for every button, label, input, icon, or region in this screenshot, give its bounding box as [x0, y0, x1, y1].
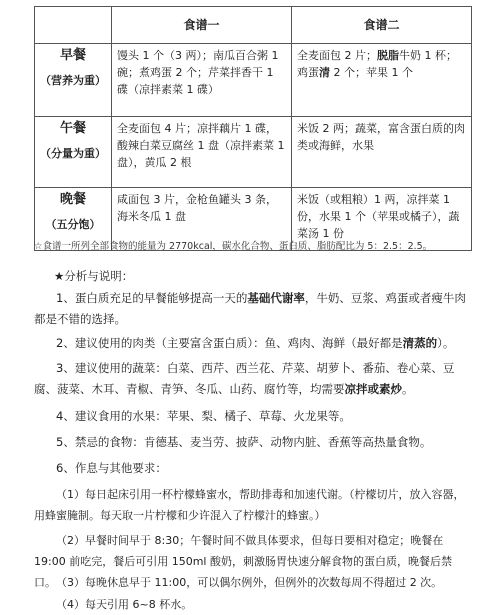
bold-text: 凉拌或素炒 [344, 382, 402, 396]
meal-name: 早餐 [59, 48, 86, 63]
list-item: 5、禁忌的食物：肯德基、麦当劳、披萨、动物内脏、香蕉等高热量食物。 [56, 435, 432, 449]
list-item: 4、建议食用的水果：苹果、梨、橘子、草莓、火龙果等。 [56, 409, 351, 423]
meal-name: 午餐 [59, 121, 86, 136]
header-recipe1: 食谱一 [112, 7, 292, 44]
recipe1-cell: 咸面包 3 片，金枪鱼罐头 3 条，海米冬瓜 1 盘 [112, 188, 292, 251]
analysis-heading: ★分析与说明： [54, 269, 134, 283]
list-item: 6、作息与其他要求： [56, 461, 167, 475]
header-recipe2: 食谱二 [292, 7, 472, 44]
meal-name: 晚餐 [59, 192, 86, 207]
recipe2-cell [292, 44, 472, 117]
bold-text: 脱脂 [377, 49, 399, 62]
sub-list-item: （4）每天引用 6~8 杯水。 [56, 598, 193, 611]
meal-note: （五分饱） [45, 218, 101, 231]
menu-table [34, 6, 472, 251]
text-span: 2 个；苹果 1 个 [330, 66, 413, 79]
meal-note: （分量为重） [40, 147, 106, 160]
text-span: ，牛奶、豆浆、鸡蛋或者瘦牛肉都是不错的选择。 [34, 291, 466, 326]
text-span: ）。 [437, 336, 455, 350]
meal-cell [35, 44, 112, 117]
list-item [34, 333, 472, 354]
sub-list-item: （2）早餐时间早于 8:30；午餐时间不做具体要求，但每日要相对稳定；晚餐在 19:00 前吃完，餐后可引用 150ml 酸奶，刺激肠胃快速分解食物的蛋白质，晚餐后禁口。 [34, 534, 452, 589]
list-item [34, 288, 472, 330]
text-span: 。 [402, 382, 414, 396]
sub-list-item: （1）每日起床引用一杯柠檬蜂蜜水，帮助排毒和加速代谢。（柠檬切片，放入容器，用蜂蜜腌制。每天取一片柠檬和少许混入了柠檬汁的蜂蜜。） [34, 488, 465, 522]
header-empty [35, 7, 112, 44]
recipe2-cell: 米饭 2 两；蔬菜，富含蛋白质的肉类或海鲜，水果 [292, 117, 472, 188]
bold-text: 清蒸的 [402, 336, 438, 350]
text-span: 全麦面包 2 片； [297, 49, 377, 62]
bold-text: 清 [319, 66, 330, 79]
recipe1-cell: 馒头 1 个（3 两）；南瓜百合粥 1 碗；煮鸡蛋 2 个；芹菜拌香干 1 碟（凉拌素菜 1 碟） [112, 44, 292, 117]
text-span: 2、建议使用的肉类（主要富含蛋白质）：鱼、鸡肉、海鲜（最好都是 [56, 336, 403, 350]
text-span: 牛奶 1 杯；鸡蛋 [297, 49, 457, 79]
meal-note: （营养为重） [40, 74, 106, 87]
energy-note: ☆食谱一所列全部食物的能量为 2770kcal，碳水化合物、蛋白质、脂肪配比为 5：2.5：2.5。 [34, 241, 433, 252]
recipe1-cell: 全麦面包 4 片；凉拌藕片 1 碟，酸辣白菜豆腐丝 1 盘（凉拌素菜 1 盘），黄瓜 2 根 [112, 117, 292, 188]
text-span: 1、蛋白质充足的早餐能够提高一天的 [56, 291, 248, 305]
table-row [35, 44, 472, 117]
table-row [35, 117, 472, 188]
meal-cell [35, 117, 112, 188]
text-span: 3、建议使用的蔬菜：白菜、西芹、西兰花、芹菜、胡萝卜、番茄、卷心菜、豆腐、菠菜、木耳、青椒、青笋、冬瓜、山药、腐竹等，均需要 [34, 361, 455, 396]
list-item [34, 358, 472, 400]
recipe2-cell: 米饭（或粗粮）1 两，凉拌菜 1 份，水果 1 个（苹果或橘子），蔬菜汤 1 份 [292, 188, 472, 251]
sub-list-item: （3）每晚休息早于 11:00，可以偶尔例外，但例外的次数每周不得超过 2 次。 [56, 576, 443, 589]
header-row [35, 7, 472, 44]
bold-text: 基础代谢率 [247, 291, 305, 305]
